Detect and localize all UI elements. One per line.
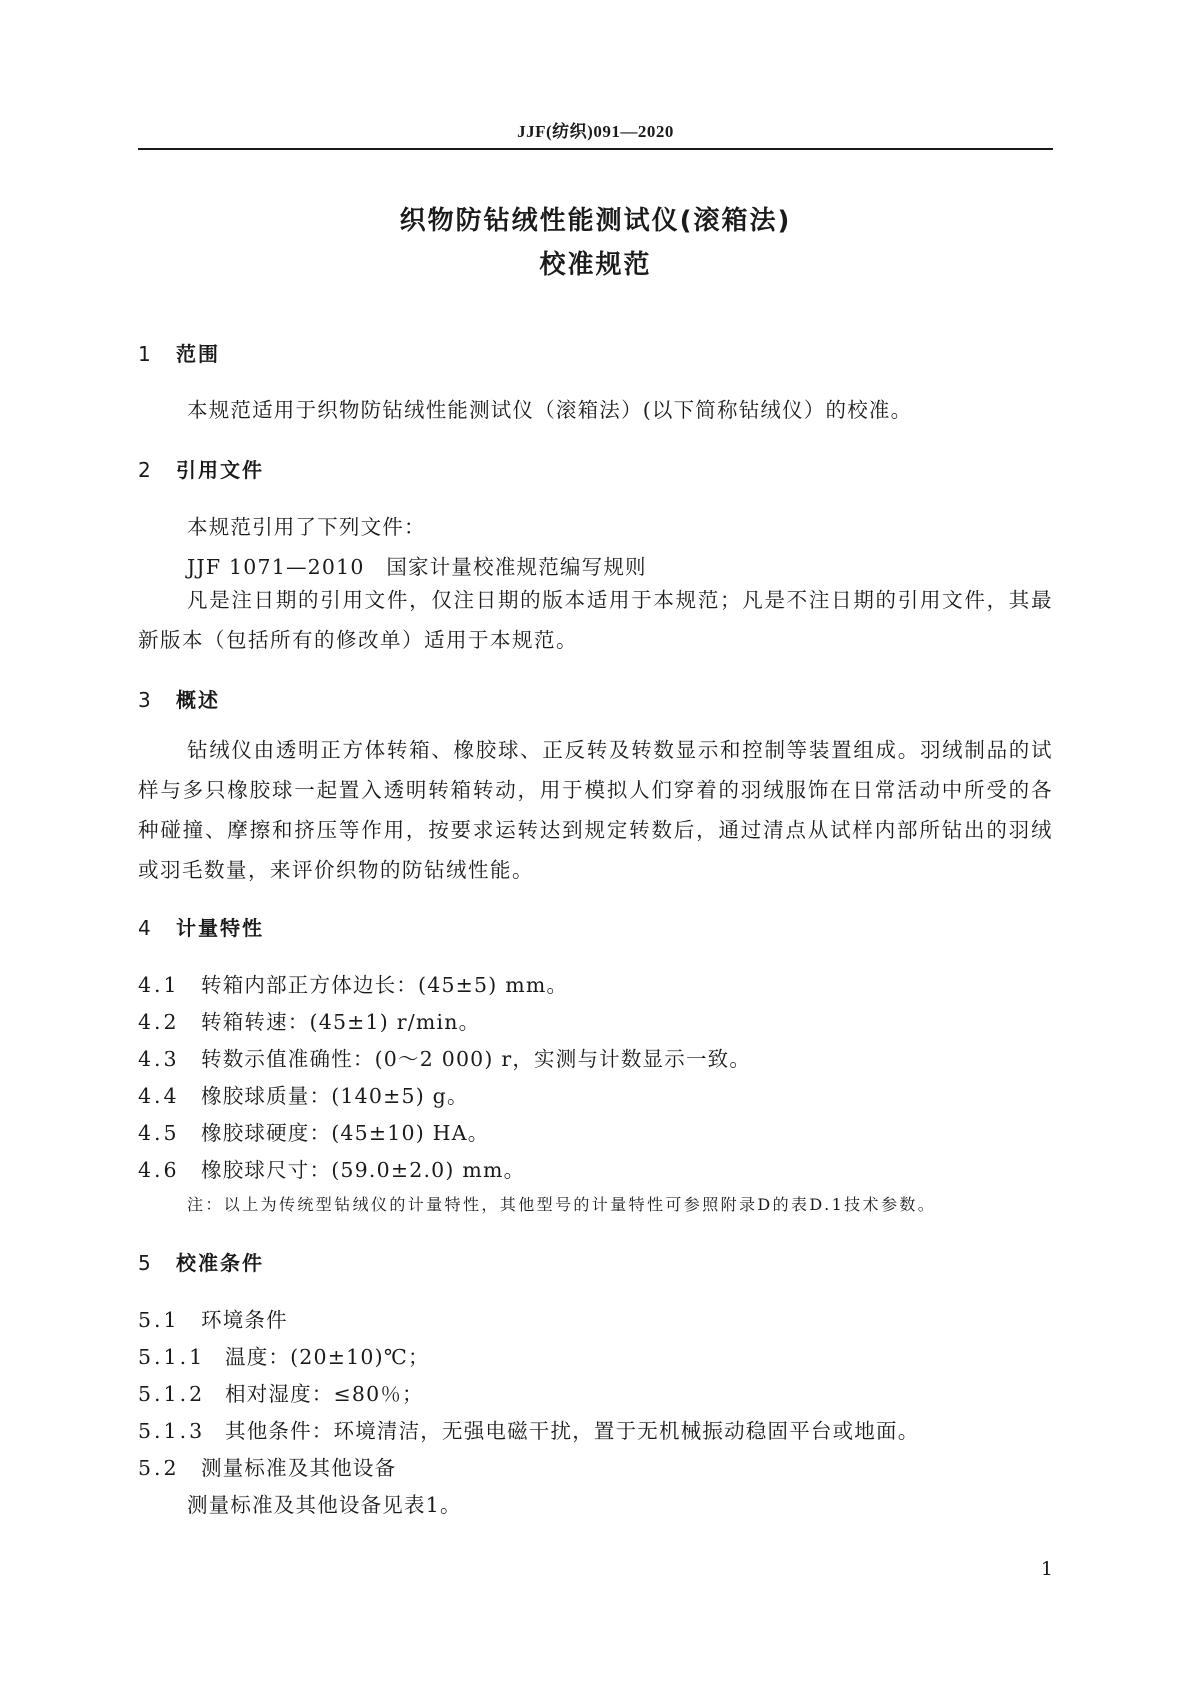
spec-item-text: 转数示值准确性：(0～2 000) r，实测与计数显示一致。 — [201, 1047, 752, 1071]
section-title: 概述 — [176, 688, 220, 712]
spec-item — [138, 1005, 480, 1035]
spec-item-text: 转箱内部正方体边长：(45±5) mm。 — [201, 973, 569, 997]
section-4-heading — [138, 912, 264, 941]
condition-item-text: 其他条件：环境清洁，无强电磁干扰，置于无机械振动稳固平台或地面。 — [225, 1419, 920, 1443]
subsection-title: 测量标准及其他设备 — [201, 1456, 397, 1480]
subsection-5-2 — [138, 1451, 396, 1481]
header-rule — [138, 148, 1053, 150]
spec-item — [138, 1042, 751, 1072]
spec-item-number: 4.3 — [138, 1047, 180, 1071]
subsection-number: 5.1 — [138, 1308, 180, 1332]
section-1-heading — [138, 338, 220, 367]
condition-item-number: 5.1.2 — [138, 1382, 206, 1406]
spec-item-text: 转箱转速：(45±1) r/min。 — [201, 1010, 481, 1034]
spec-item-number: 4.6 — [138, 1158, 180, 1182]
section-number: 1 — [138, 342, 153, 366]
section-number: 2 — [138, 458, 153, 482]
section-5-heading — [138, 1247, 264, 1276]
section-title: 校准条件 — [176, 1251, 264, 1275]
spec-item-number: 4.2 — [138, 1010, 180, 1034]
spec-item — [138, 968, 568, 998]
condition-item — [138, 1340, 430, 1370]
spec-item — [138, 1153, 525, 1183]
condition-item — [138, 1414, 919, 1444]
condition-item-number: 5.1.3 — [138, 1419, 206, 1443]
condition-item-number: 5.1.1 — [138, 1345, 206, 1369]
document-subtitle: 校准规范 — [539, 250, 652, 280]
condition-item-text: 相对湿度：≤80％； — [225, 1382, 424, 1406]
section-number: 3 — [138, 688, 153, 712]
spec-item-number: 4.1 — [138, 973, 180, 997]
section-title: 范围 — [176, 342, 220, 366]
section-5-2-paragraph: 测量标准及其他设备见表1。 — [187, 1493, 462, 1517]
section-3-heading — [138, 684, 220, 713]
document-title: 织物防钻绒性能测试仪(滚箱法) — [399, 206, 792, 236]
subsection-5-1 — [138, 1303, 288, 1333]
spec-item — [138, 1079, 469, 1109]
section-number: 5 — [138, 1251, 153, 1275]
document-code-header: JJF(纺织)091—2020 — [517, 122, 674, 141]
section-2-reference: JJF 1071—2010 国家计量校准规范编写规则 — [187, 555, 647, 579]
condition-item-text: 温度：(20±10)℃； — [225, 1345, 430, 1369]
section-2-intro: 本规范引用了下列文件： — [187, 515, 426, 539]
section-3-paragraph: 钻绒仪由透明正方体转箱、橡胶球、正反转及转数显示和控制等装置组成。羽绒制品的试样与多只橡胶球一起置入透明转箱转动，用于模拟人们穿着的羽绒服饰在日常活动中所受的各种碰撞、摩擦和挤压等作用，按要求运转达到规定转数后，通过清点从试样内部所钻出的羽绒或羽毛数量，来评价织物的防钻绒性能。 — [138, 738, 1053, 882]
subsection-title: 环境条件 — [201, 1308, 288, 1332]
spec-item-text: 橡胶球尺寸：(59.0±2.0) mm。 — [201, 1158, 526, 1182]
spec-item-text: 橡胶球质量：(140±5) g。 — [201, 1084, 469, 1108]
spec-item — [138, 1116, 489, 1146]
section-title: 引用文件 — [176, 458, 264, 482]
section-number: 4 — [138, 916, 153, 940]
section-title: 计量特性 — [176, 916, 264, 940]
section-1-paragraph: 本规范适用于织物防钻绒性能测试仪（滚箱法）(以下简称钻绒仪）的校准。 — [187, 398, 913, 422]
condition-item — [138, 1377, 424, 1407]
section-2-paragraph: 凡是注日期的引用文件，仅注日期的版本适用于本规范；凡是不注日期的引用文件，其最新版本（包括所有的修改单）适用于本规范。 — [138, 588, 1053, 652]
spec-item-number: 4.5 — [138, 1121, 180, 1145]
page-number: 1 — [1040, 1558, 1053, 1580]
spec-item-text: 橡胶球硬度：(45±10) HA。 — [201, 1121, 490, 1145]
spec-item-number: 4.4 — [138, 1084, 180, 1108]
section-4-note: 注：以上为传统型钻绒仪的计量特性，其他型号的计量特性可参照附录D的表D.1技术参数。 — [187, 1195, 937, 1214]
subsection-number: 5.2 — [138, 1456, 180, 1480]
section-2-heading — [138, 454, 264, 483]
